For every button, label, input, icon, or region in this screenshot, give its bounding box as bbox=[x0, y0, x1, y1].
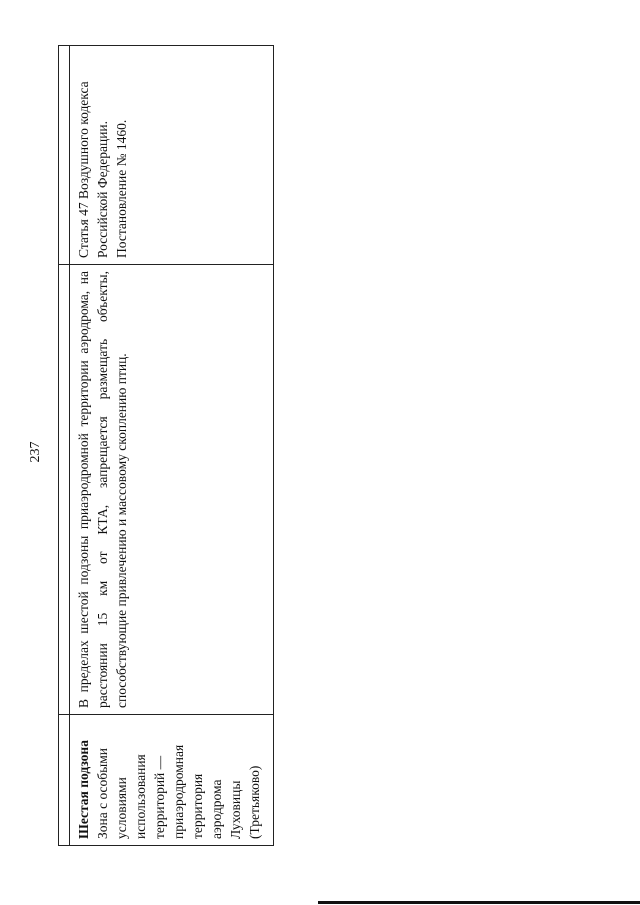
zone-line: территорий — bbox=[152, 755, 167, 839]
zone-line: Зона с особыми bbox=[95, 747, 110, 839]
zone-line: территория bbox=[190, 773, 205, 839]
header-cell-zone bbox=[59, 715, 70, 846]
zone-line: использования bbox=[133, 754, 148, 839]
zone-line: (Третьяково) bbox=[247, 765, 262, 839]
zone-title: Шестая подзона bbox=[76, 740, 91, 839]
header-cell-description bbox=[59, 265, 70, 715]
restriction-description: В пределах шестой подзоны приаэродромной территории аэродрома, на расстоянии 15 км от КТА, запрещается размещать объекты, способствующие привлечению и массовому скоплению птиц. bbox=[70, 265, 274, 715]
zone-line: приаэродромная bbox=[171, 744, 186, 839]
zone-line: Луховицы bbox=[228, 780, 243, 839]
table-header-row bbox=[59, 46, 70, 846]
zone-line: аэродрома bbox=[209, 779, 224, 839]
zone-cell bbox=[70, 715, 274, 846]
restrictions-table bbox=[58, 45, 274, 846]
header-cell-basis bbox=[59, 46, 70, 265]
table-row bbox=[70, 46, 274, 846]
restrictions-table-container bbox=[58, 46, 274, 846]
legal-basis: Статья 47 Воздушного кодекса Российской Федерации. Постановление № 1460. bbox=[70, 46, 274, 265]
page-number: 237 bbox=[28, 441, 43, 463]
bottom-rule bbox=[318, 901, 640, 904]
zone-line: условиями bbox=[114, 777, 129, 839]
